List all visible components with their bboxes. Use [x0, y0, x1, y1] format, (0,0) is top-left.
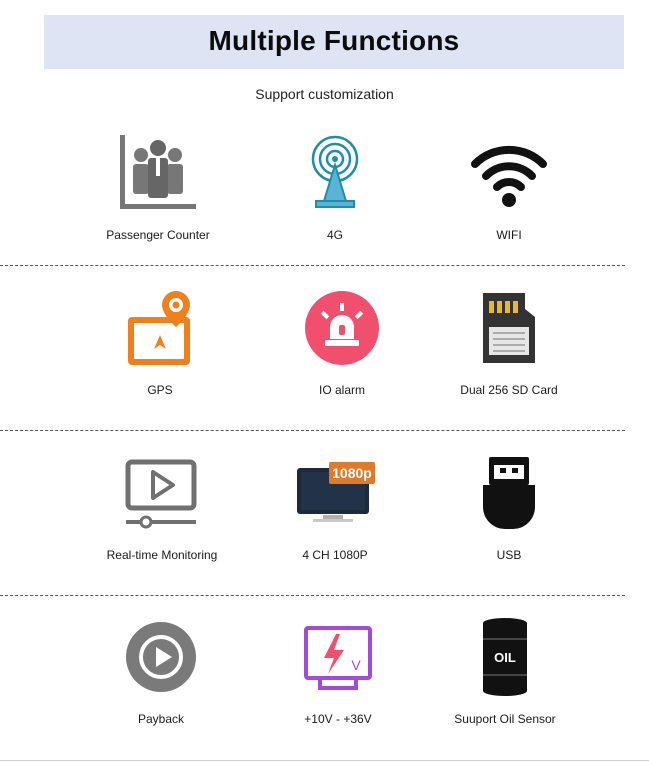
tv-1080p-icon [285, 448, 385, 538]
row-divider [0, 265, 625, 266]
feature-label: Real-time Monitoring [106, 548, 218, 562]
feature-wifi [409, 128, 609, 268]
feature-label: Passenger Counter [106, 228, 210, 242]
feature-label: USB [496, 548, 522, 562]
feature-4g [235, 128, 435, 268]
passenger-counter-icon [108, 128, 208, 218]
header-banner [44, 15, 624, 69]
voltage-icon [288, 612, 388, 702]
play-circle-icon [111, 612, 211, 702]
bottom-divider [0, 760, 649, 761]
usb-icon [459, 448, 559, 538]
feature-label: +10V - +36V [304, 712, 372, 726]
voltage-v-symbol: V [351, 657, 361, 673]
feature-passenger-counter [58, 128, 258, 268]
alarm-siren-icon [292, 283, 392, 373]
feature-label: 4G [326, 228, 343, 242]
page-subtitle: Support customization [255, 86, 394, 102]
feature-label: IO alarm [318, 383, 365, 397]
feature-usb [409, 448, 609, 588]
feature-payback [61, 612, 261, 752]
gps-tablet-icon [110, 283, 210, 373]
monitor-play-icon [112, 448, 212, 538]
oil-barrel-icon [455, 612, 555, 702]
feature-oil-sensor [405, 612, 605, 752]
wifi-icon [459, 128, 559, 218]
row-divider [0, 595, 625, 596]
page-title: Multiple Functions [208, 25, 460, 56]
feature-4ch-1080p [235, 448, 435, 588]
feature-label: WIFI [496, 228, 522, 242]
feature-label: Payback [137, 712, 185, 726]
oil-text: OIL [494, 650, 516, 665]
antenna-4g-icon [285, 128, 385, 218]
feature-gps [60, 283, 260, 423]
feature-label: Dual 256 SD Card [460, 383, 558, 397]
row-divider [0, 430, 625, 431]
sd-card-icon [459, 283, 559, 373]
1080p-badge: 1080p [332, 465, 372, 481]
feature-label: GPS [147, 383, 173, 397]
feature-label: 4 CH 1080P [302, 548, 368, 562]
feature-real-time-monitoring [62, 448, 262, 588]
feature-sd-card [409, 283, 609, 423]
feature-label: Suuport Oil Sensor [454, 712, 556, 726]
